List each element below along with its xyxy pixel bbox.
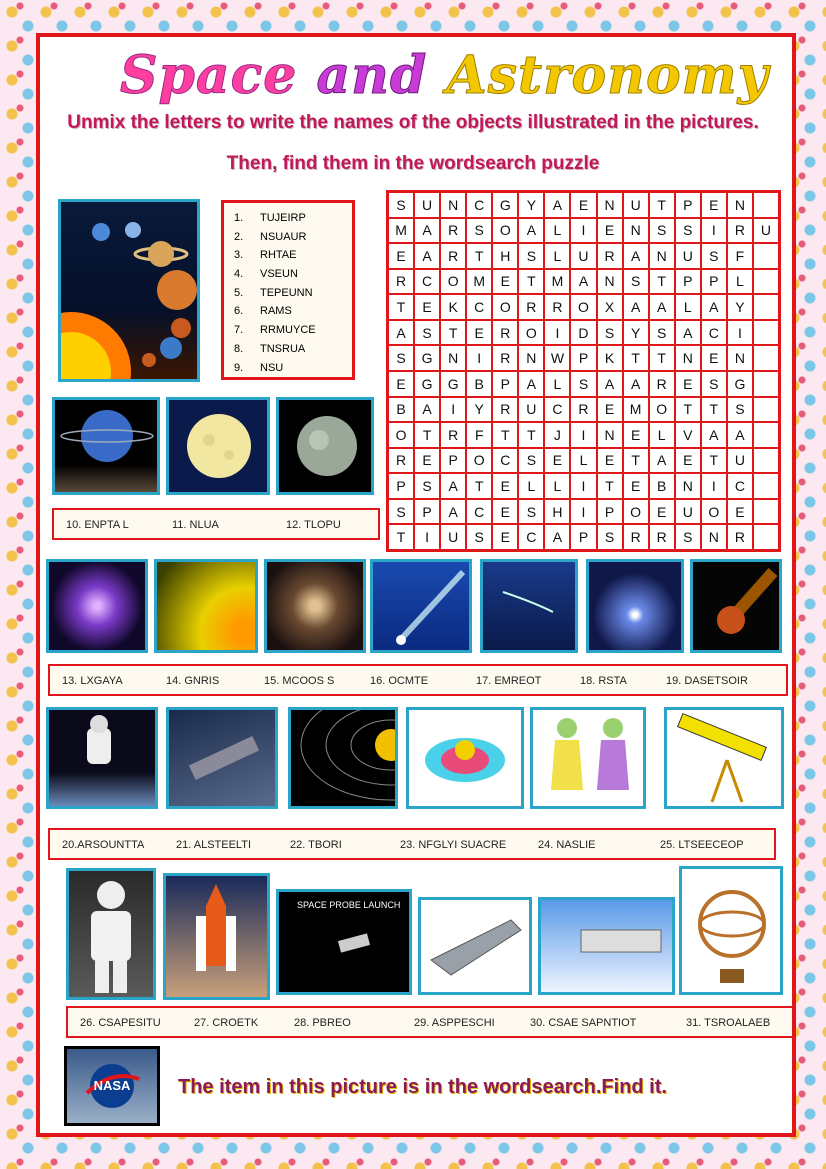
- grid-cell[interactable]: I: [570, 473, 596, 499]
- anagram-label: 26. CSAPESITU: [80, 1017, 161, 1029]
- grid-cell[interactable]: C: [466, 499, 492, 525]
- grid-cell[interactable]: [753, 524, 779, 550]
- grid-cell[interactable]: R: [440, 243, 466, 269]
- grid-cell[interactable]: S: [675, 218, 701, 244]
- grid-cell[interactable]: H: [544, 499, 570, 525]
- grid-cell[interactable]: E: [597, 218, 623, 244]
- grid-cell[interactable]: E: [492, 473, 518, 499]
- anagram-label: 27. CROETK: [194, 1017, 259, 1029]
- grid-cell[interactable]: N: [701, 524, 727, 550]
- grid-cell[interactable]: E: [597, 397, 623, 423]
- grid-cell[interactable]: O: [440, 269, 466, 295]
- grid-cell[interactable]: E: [701, 345, 727, 371]
- grid-cell[interactable]: E: [466, 320, 492, 346]
- aliens-image: [530, 707, 646, 809]
- anagram-label: 23. NFGLYI SUACRE: [400, 839, 507, 851]
- grid-cell[interactable]: S: [518, 243, 544, 269]
- grid-cell[interactable]: E: [570, 192, 596, 218]
- grid-cell[interactable]: P: [570, 345, 596, 371]
- grid-cell[interactable]: U: [518, 397, 544, 423]
- grid-cell[interactable]: K: [597, 345, 623, 371]
- probe-image: [276, 889, 412, 995]
- grid-cell[interactable]: S: [388, 499, 414, 525]
- list-item: 7. RRMUYCE: [234, 324, 316, 337]
- cosmos-image: [264, 559, 366, 653]
- grid-cell[interactable]: [753, 422, 779, 448]
- grid-cell[interactable]: P: [570, 524, 596, 550]
- grid-cell[interactable]: I: [701, 473, 727, 499]
- grid-cell[interactable]: R: [570, 397, 596, 423]
- grid-cell[interactable]: [753, 192, 779, 218]
- list-item: 3. RHTAE: [234, 249, 297, 262]
- labels-row-4: [48, 828, 776, 860]
- anagram-label: 10. ENPTA L: [66, 519, 129, 531]
- grid-cell[interactable]: [753, 243, 779, 269]
- grid-cell[interactable]: [753, 397, 779, 423]
- grid-cell[interactable]: R: [544, 294, 570, 320]
- grid-cell[interactable]: A: [414, 218, 440, 244]
- grid-cell[interactable]: G: [440, 371, 466, 397]
- grid-cell[interactable]: A: [675, 320, 701, 346]
- grid-cell[interactable]: T: [623, 448, 649, 474]
- grid-cell[interactable]: L: [649, 422, 675, 448]
- grid-cell[interactable]: S: [675, 524, 701, 550]
- list-item: 4. VSEUN: [234, 268, 298, 281]
- grid-cell[interactable]: C: [466, 192, 492, 218]
- space-station-image: [538, 897, 675, 995]
- grid-cell[interactable]: A: [649, 294, 675, 320]
- grid-cell[interactable]: U: [570, 243, 596, 269]
- pluto-image: [276, 397, 374, 495]
- grid-cell[interactable]: S: [518, 448, 544, 474]
- grid-cell[interactable]: P: [414, 499, 440, 525]
- grid-cell[interactable]: V: [675, 422, 701, 448]
- grid-cell[interactable]: S: [466, 218, 492, 244]
- grid-cell[interactable]: [753, 345, 779, 371]
- grid-cell[interactable]: I: [701, 218, 727, 244]
- grid-cell[interactable]: B: [649, 473, 675, 499]
- anagram-label: 30. CSAE SAPNTIOT: [530, 1017, 637, 1029]
- grid-cell[interactable]: A: [414, 243, 440, 269]
- list-item: 8. TNSRUA: [234, 342, 306, 355]
- grid-cell[interactable]: H: [492, 243, 518, 269]
- grid-cell[interactable]: O: [649, 397, 675, 423]
- grid-cell[interactable]: F: [466, 422, 492, 448]
- grid-cell[interactable]: A: [649, 448, 675, 474]
- anagram-label: 19. DASETSOIR: [666, 675, 748, 687]
- grid-cell[interactable]: N: [440, 192, 466, 218]
- grid-cell[interactable]: T: [466, 243, 492, 269]
- grid-cell[interactable]: A: [544, 524, 570, 550]
- grid-cell[interactable]: E: [414, 448, 440, 474]
- grid-cell[interactable]: T: [649, 345, 675, 371]
- grid-cell[interactable]: R: [492, 345, 518, 371]
- anagram-label: 31. TSROALAEB: [686, 1017, 771, 1029]
- grid-cell[interactable]: S: [727, 397, 753, 423]
- grid-cell[interactable]: E: [492, 499, 518, 525]
- wordsearch-grid[interactable]: [386, 190, 781, 552]
- grid-cell[interactable]: F: [727, 243, 753, 269]
- anagram-label: 18. RSTA: [580, 675, 627, 687]
- grid-cell[interactable]: O: [570, 294, 596, 320]
- grid-cell[interactable]: N: [727, 345, 753, 371]
- grid-cell[interactable]: O: [701, 499, 727, 525]
- grid-cell[interactable]: I: [544, 320, 570, 346]
- grid-cell[interactable]: E: [623, 422, 649, 448]
- anagram-label: 16. OCMTE: [370, 675, 429, 687]
- grid-cell[interactable]: O: [492, 218, 518, 244]
- grid-cell[interactable]: M: [466, 269, 492, 295]
- grid-cell[interactable]: C: [701, 320, 727, 346]
- grid-cell[interactable]: J: [544, 422, 570, 448]
- grid-cell[interactable]: [753, 371, 779, 397]
- grid-cell[interactable]: W: [544, 345, 570, 371]
- grid-cell[interactable]: S: [388, 192, 414, 218]
- grid-cell[interactable]: [753, 448, 779, 474]
- grid-cell[interactable]: U: [675, 243, 701, 269]
- list-item: 1. TUJEIRP: [234, 212, 306, 224]
- grid-cell[interactable]: O: [492, 294, 518, 320]
- grid-cell[interactable]: G: [414, 371, 440, 397]
- grid-cell[interactable]: N: [675, 473, 701, 499]
- grid-cell[interactable]: N: [649, 243, 675, 269]
- grid-cell[interactable]: R: [623, 524, 649, 550]
- grid-cell[interactable]: T: [440, 320, 466, 346]
- grid-cell[interactable]: E: [701, 192, 727, 218]
- grid-cell[interactable]: S: [701, 371, 727, 397]
- grid-cell[interactable]: R: [440, 218, 466, 244]
- grid-cell[interactable]: E: [544, 448, 570, 474]
- grid-cell[interactable]: I: [570, 499, 596, 525]
- grid-cell[interactable]: A: [440, 499, 466, 525]
- astronaut-image: [46, 707, 158, 809]
- grid-cell[interactable]: I: [727, 320, 753, 346]
- nasa-logo-image: [64, 1046, 160, 1126]
- grid-cell[interactable]: T: [492, 422, 518, 448]
- title-word-3: Astronomy: [446, 45, 769, 106]
- grid-cell[interactable]: L: [675, 294, 701, 320]
- grid-cell[interactable]: T: [701, 397, 727, 423]
- grid-cell[interactable]: A: [518, 371, 544, 397]
- grid-cell[interactable]: S: [466, 524, 492, 550]
- grid-cell[interactable]: U: [675, 499, 701, 525]
- grid-cell[interactable]: O: [466, 448, 492, 474]
- grid-cell[interactable]: N: [597, 269, 623, 295]
- anagram-label: 17. EMREOT: [476, 675, 542, 687]
- rings-image: [154, 559, 258, 653]
- grid-cell[interactable]: K: [440, 294, 466, 320]
- grid-cell[interactable]: R: [440, 422, 466, 448]
- anagram-label: 11. NLUA: [172, 519, 219, 531]
- grid-cell[interactable]: N: [727, 192, 753, 218]
- grid-cell[interactable]: S: [388, 345, 414, 371]
- grid-cell[interactable]: B: [466, 371, 492, 397]
- grid-cell[interactable]: E: [727, 499, 753, 525]
- asteroid-image: [690, 559, 782, 653]
- grid-cell[interactable]: N: [597, 192, 623, 218]
- nasa-logo-text: NASA: [93, 1078, 131, 1093]
- grid-cell[interactable]: A: [544, 192, 570, 218]
- grid-cell[interactable]: L: [727, 269, 753, 295]
- grid-cell[interactable]: A: [414, 397, 440, 423]
- grid-cell[interactable]: E: [388, 243, 414, 269]
- anagram-label: 28. PBREO: [294, 1017, 351, 1029]
- anagram-label: 20.ARSOUNTTA: [62, 839, 145, 851]
- anagram-list: [221, 200, 355, 380]
- grid-cell[interactable]: B: [388, 397, 414, 423]
- grid-cell[interactable]: O: [518, 320, 544, 346]
- grid-cell[interactable]: P: [597, 499, 623, 525]
- grid-cell[interactable]: D: [570, 320, 596, 346]
- grid-cell[interactable]: N: [623, 218, 649, 244]
- grid-cell[interactable]: P: [701, 269, 727, 295]
- grid-cell[interactable]: T: [466, 473, 492, 499]
- grid-cell[interactable]: C: [414, 269, 440, 295]
- grid-cell[interactable]: U: [753, 218, 779, 244]
- grid-cell[interactable]: T: [623, 345, 649, 371]
- grid-cell[interactable]: E: [414, 294, 440, 320]
- probe-caption: SPACE PROBE LAUNCH: [297, 900, 401, 910]
- star-image: [586, 559, 684, 653]
- anagram-label: 13. LXGAYA: [62, 675, 123, 687]
- grid-cell[interactable]: P: [388, 473, 414, 499]
- instruction-line-2: Then, find them in the wordsearch puzzle: [226, 153, 600, 174]
- footer-instruction: The item in this picture is in the wordsearch.Find it.: [178, 1076, 667, 1098]
- grid-cell[interactable]: P: [492, 371, 518, 397]
- grid-cell[interactable]: G: [727, 371, 753, 397]
- grid-cell[interactable]: R: [649, 371, 675, 397]
- grid-cell[interactable]: P: [440, 448, 466, 474]
- grid-cell[interactable]: A: [518, 218, 544, 244]
- grid-cell[interactable]: E: [492, 269, 518, 295]
- grid-cell[interactable]: S: [649, 218, 675, 244]
- grid-cell[interactable]: T: [675, 397, 701, 423]
- telescope-image: [664, 707, 784, 809]
- grid-cell[interactable]: U: [727, 448, 753, 474]
- grid-cell[interactable]: L: [518, 473, 544, 499]
- grid-cell[interactable]: A: [597, 371, 623, 397]
- instruction-line-1: Unmix the letters to write the names of the objects illustrated in the pictures.: [67, 112, 759, 133]
- grid-cell[interactable]: L: [544, 473, 570, 499]
- rocket-image: [163, 873, 270, 1000]
- grid-cell[interactable]: Y: [623, 320, 649, 346]
- grid-cell[interactable]: T: [649, 192, 675, 218]
- grid-cell[interactable]: E: [649, 499, 675, 525]
- grid-cell[interactable]: N: [440, 345, 466, 371]
- grid-cell[interactable]: C: [518, 524, 544, 550]
- grid-cell[interactable]: M: [388, 218, 414, 244]
- grid-cell[interactable]: S: [414, 473, 440, 499]
- grid-cell[interactable]: R: [492, 397, 518, 423]
- anagram-label: 24. NASLIE: [538, 839, 596, 851]
- grid-cell[interactable]: A: [440, 473, 466, 499]
- grid-cell[interactable]: S: [701, 243, 727, 269]
- planet-image: [52, 397, 160, 495]
- anagram-label: 29. ASPPESCHI: [414, 1017, 495, 1029]
- astrolabe-image: [679, 866, 783, 995]
- satellite-image: [166, 707, 278, 809]
- grid-cell[interactable]: R: [492, 320, 518, 346]
- comet-image: [370, 559, 472, 653]
- labels-row-5: [66, 1006, 794, 1038]
- grid-cell[interactable]: P: [675, 192, 701, 218]
- grid-cell[interactable]: L: [544, 371, 570, 397]
- spaceship-image: [418, 897, 532, 995]
- grid-cell[interactable]: R: [388, 448, 414, 474]
- grid-cell[interactable]: G: [414, 345, 440, 371]
- page-title: [120, 45, 769, 106]
- grid-cell[interactable]: S: [597, 524, 623, 550]
- grid-cell[interactable]: R: [727, 524, 753, 550]
- anagram-label: 15. MCOOS S: [264, 675, 335, 687]
- title-word-1: Space: [120, 45, 298, 106]
- grid-cell[interactable]: [753, 269, 779, 295]
- galaxy-image: [46, 559, 148, 653]
- anagram-label: 25. LTSEECEOP: [660, 839, 744, 851]
- grid-cell[interactable]: E: [597, 448, 623, 474]
- grid-cell[interactable]: M: [544, 269, 570, 295]
- grid-cell[interactable]: C: [544, 397, 570, 423]
- grid-cell[interactable]: N: [675, 345, 701, 371]
- grid-cell[interactable]: T: [649, 269, 675, 295]
- grid-cell[interactable]: Y: [518, 192, 544, 218]
- grid-cell[interactable]: A: [570, 269, 596, 295]
- grid-cell[interactable]: Y: [466, 397, 492, 423]
- grid-cell[interactable]: S: [649, 320, 675, 346]
- grid-cell[interactable]: R: [388, 269, 414, 295]
- ufo-image: [406, 707, 524, 809]
- meteor-image: [480, 559, 578, 653]
- grid-cell[interactable]: [753, 473, 779, 499]
- grid-cell[interactable]: T: [414, 422, 440, 448]
- grid-cell[interactable]: A: [623, 371, 649, 397]
- list-item: 2. NSUAUR: [234, 230, 307, 243]
- grid-cell[interactable]: E: [492, 524, 518, 550]
- grid-cell[interactable]: [753, 320, 779, 346]
- grid-cell[interactable]: [753, 499, 779, 525]
- grid-cell[interactable]: S: [414, 320, 440, 346]
- grid-cell[interactable]: [753, 294, 779, 320]
- grid-cell[interactable]: U: [414, 192, 440, 218]
- grid-cell[interactable]: S: [623, 269, 649, 295]
- list-item: 6. RAMS: [234, 305, 292, 318]
- grid-cell[interactable]: A: [701, 294, 727, 320]
- grid-cell[interactable]: N: [518, 345, 544, 371]
- grid-cell[interactable]: C: [727, 473, 753, 499]
- grid-cell[interactable]: O: [388, 422, 414, 448]
- grid-cell[interactable]: C: [466, 294, 492, 320]
- grid-cell[interactable]: E: [675, 371, 701, 397]
- moon-image: [166, 397, 270, 495]
- grid-cell[interactable]: R: [518, 294, 544, 320]
- grid-cell[interactable]: S: [518, 499, 544, 525]
- orbit-image: [288, 707, 398, 809]
- grid-cell[interactable]: I: [570, 218, 596, 244]
- grid-cell[interactable]: Y: [727, 294, 753, 320]
- grid-cell[interactable]: R: [649, 524, 675, 550]
- grid-cell[interactable]: O: [623, 499, 649, 525]
- list-item: 5. TEPEUNN: [234, 286, 313, 299]
- grid-cell[interactable]: P: [675, 269, 701, 295]
- grid-cell[interactable]: L: [570, 448, 596, 474]
- grid-cell[interactable]: T: [701, 448, 727, 474]
- grid-cell[interactable]: I: [466, 345, 492, 371]
- grid-cell[interactable]: S: [570, 371, 596, 397]
- grid-cell[interactable]: T: [518, 269, 544, 295]
- grid-cell[interactable]: L: [544, 243, 570, 269]
- grid-cell[interactable]: T: [518, 422, 544, 448]
- labels-row-2: [52, 508, 380, 540]
- grid-cell[interactable]: E: [623, 473, 649, 499]
- grid-cell[interactable]: I: [570, 422, 596, 448]
- grid-cell[interactable]: M: [623, 397, 649, 423]
- grid-cell[interactable]: U: [623, 192, 649, 218]
- grid-cell[interactable]: R: [597, 243, 623, 269]
- grid-cell[interactable]: T: [388, 294, 414, 320]
- grid-cell[interactable]: E: [675, 448, 701, 474]
- grid-cell[interactable]: T: [388, 524, 414, 550]
- grid-cell[interactable]: I: [414, 524, 440, 550]
- grid-cell[interactable]: A: [623, 243, 649, 269]
- grid-cell[interactable]: L: [544, 218, 570, 244]
- grid-cell[interactable]: A: [727, 422, 753, 448]
- grid-cell[interactable]: C: [492, 448, 518, 474]
- spacesuit-image: [66, 868, 156, 1000]
- anagram-label: 21. ALSTEELTI: [176, 839, 252, 851]
- grid-cell[interactable]: A: [388, 320, 414, 346]
- grid-cell[interactable]: A: [701, 422, 727, 448]
- grid-cell[interactable]: E: [388, 371, 414, 397]
- grid-cell[interactable]: A: [623, 294, 649, 320]
- grid-cell[interactable]: N: [597, 422, 623, 448]
- anagram-label: 12. TLOPU: [286, 519, 341, 531]
- grid-cell[interactable]: S: [597, 320, 623, 346]
- grid-cell[interactable]: T: [597, 473, 623, 499]
- solar-system-image: [58, 199, 200, 382]
- anagram-label: 22. TBORI: [290, 839, 342, 851]
- grid-cell[interactable]: G: [492, 192, 518, 218]
- list-item: 9. NSU: [234, 361, 284, 374]
- grid-cell[interactable]: X: [597, 294, 623, 320]
- anagram-label: 14. GNRIS: [166, 675, 220, 687]
- grid-cell[interactable]: I: [440, 397, 466, 423]
- grid-cell[interactable]: R: [727, 218, 753, 244]
- labels-row-3: [48, 664, 788, 696]
- grid-cell[interactable]: U: [440, 524, 466, 550]
- title-word-2: and: [316, 45, 428, 106]
